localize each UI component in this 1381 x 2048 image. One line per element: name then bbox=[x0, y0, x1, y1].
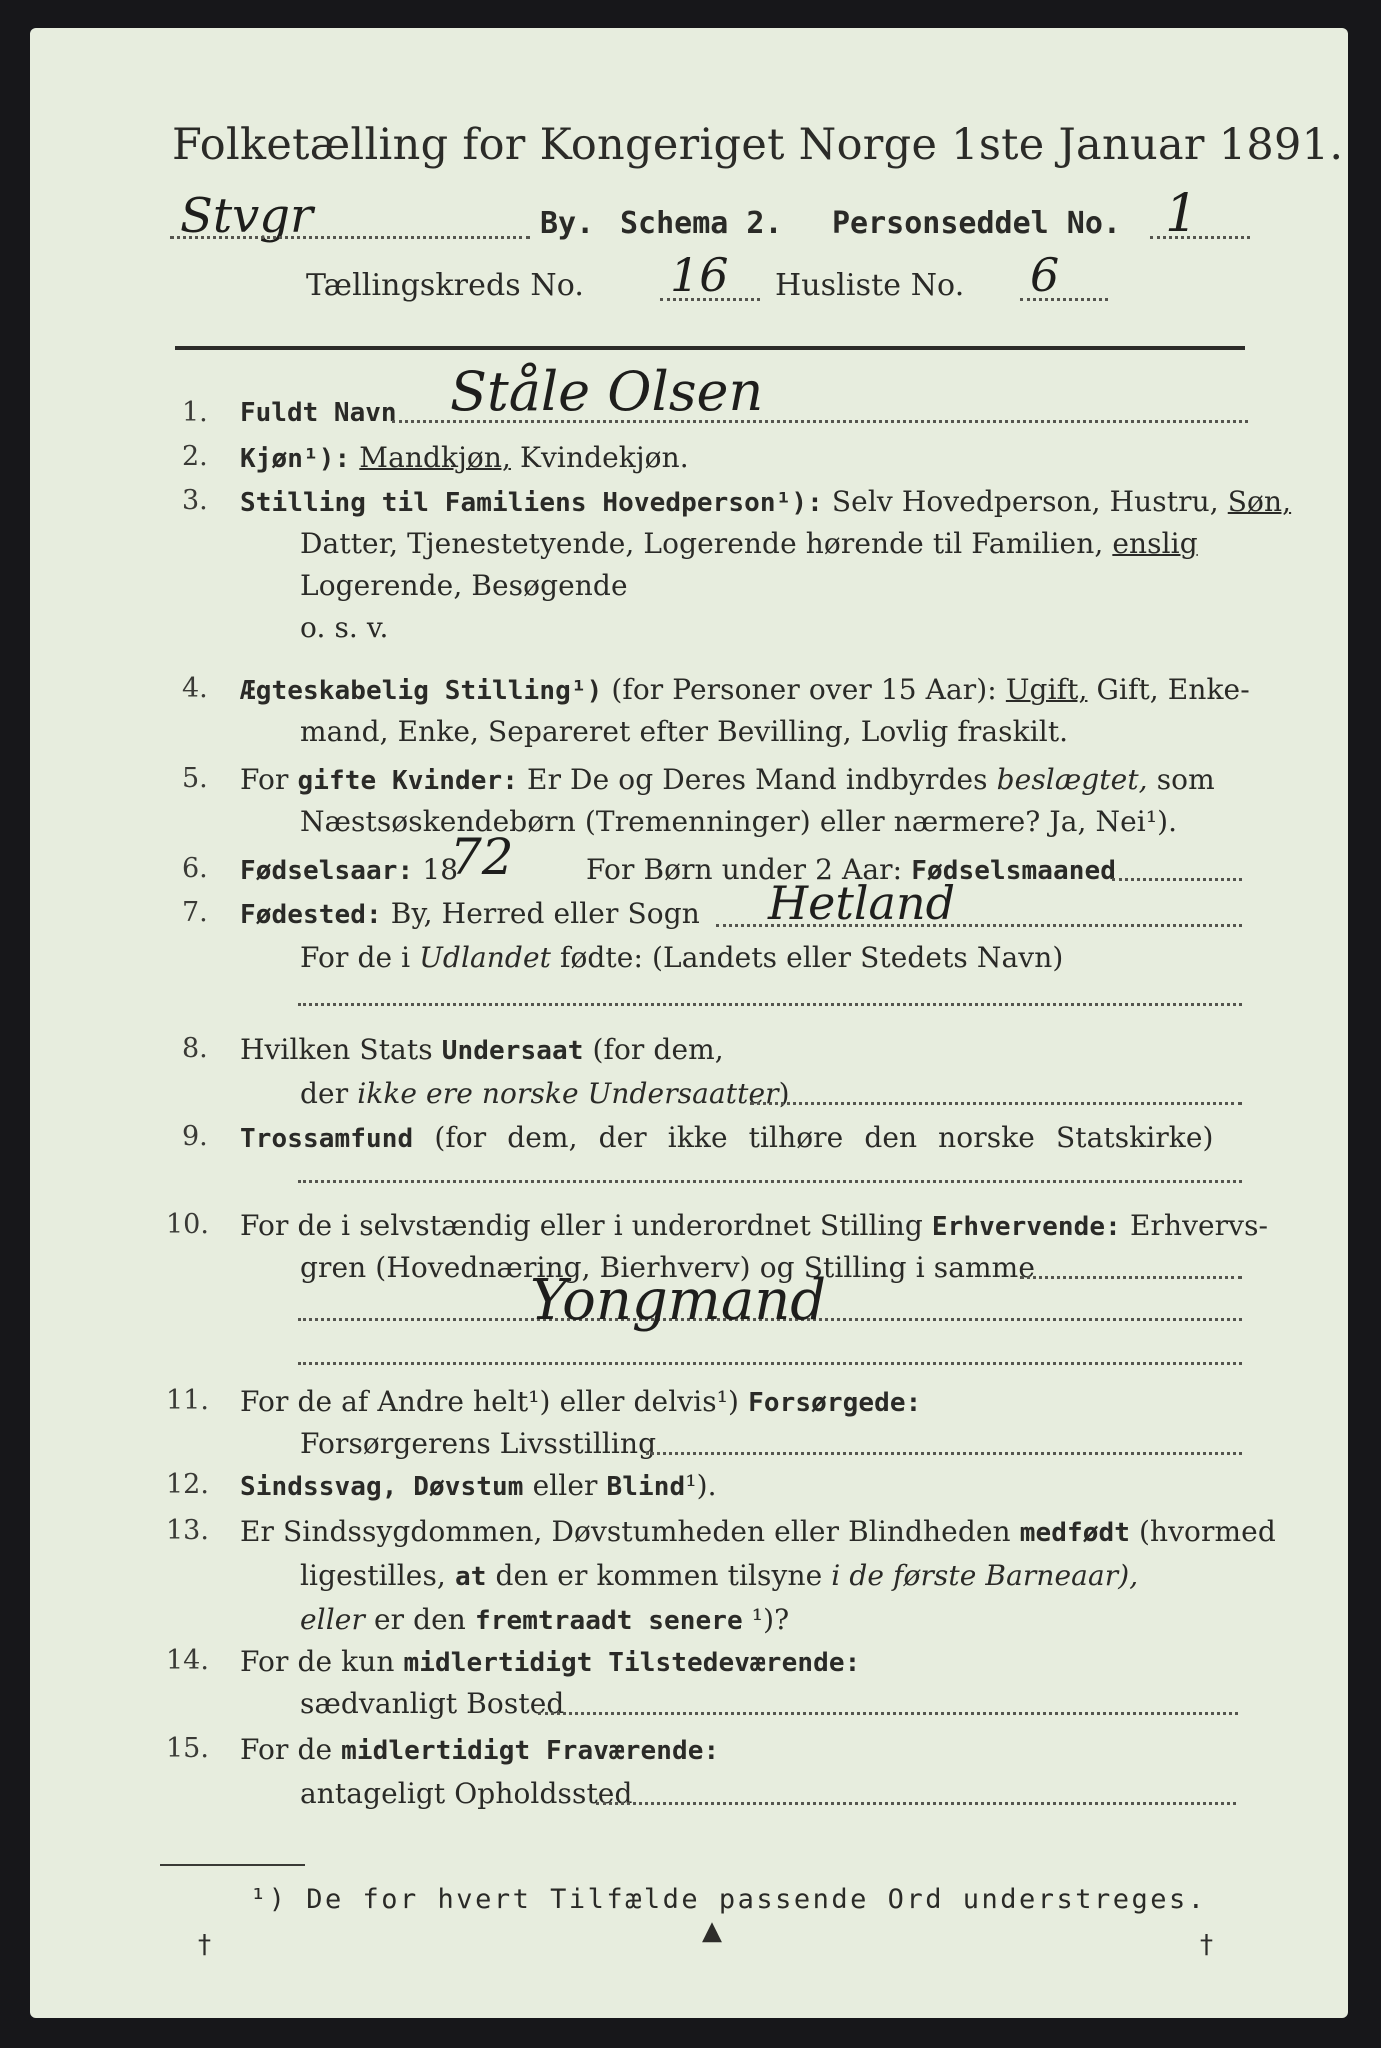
label-fodselsaar: Fødselsaar: bbox=[240, 856, 414, 886]
handwritten-city: Stvgr bbox=[180, 188, 313, 244]
udlandet-line bbox=[300, 941, 1063, 974]
footnote-rule bbox=[160, 1864, 305, 1866]
medfodt-note: ¹)? bbox=[751, 1603, 790, 1636]
trossamfund-text: (for dem, der ikke tilhøre den norske Statskirke) bbox=[434, 1121, 1214, 1154]
label-stilling: Stilling til Familiens Hovedperson¹): bbox=[240, 488, 823, 518]
erhverv-line-1 bbox=[240, 1209, 1268, 1242]
kreds-leader bbox=[660, 298, 760, 301]
undersaat-der: der bbox=[300, 1077, 349, 1110]
medfodt-italic: i de første Barneaar), bbox=[831, 1559, 1139, 1592]
label-forsorgede: Forsørgede: bbox=[748, 1388, 922, 1418]
medfodt-text-d: den er kommen tilsyne bbox=[495, 1559, 823, 1592]
option-mandkjon: Mandkjøn, bbox=[359, 441, 511, 474]
kjon-line bbox=[240, 441, 689, 474]
item-number: 4. bbox=[182, 673, 208, 704]
aegteskab-line-2: mand, Enke, Separeret efter Bevilling, Lovlig fraskilt. bbox=[300, 715, 1069, 748]
registration-mark-right: † bbox=[1200, 1930, 1213, 1960]
census-form-page bbox=[30, 28, 1348, 2018]
bosted-label: sædvanligt Bosted bbox=[300, 1687, 565, 1720]
gifte-line-1 bbox=[240, 763, 1215, 796]
label-tilstedevaerende: midlertidigt Tilstedeværende: bbox=[403, 1648, 861, 1678]
form-title: Folketælling for Kongeriget Norge 1ste Januar 1891. bbox=[172, 120, 1344, 170]
century-prefix: 18 bbox=[422, 853, 459, 886]
item-number: 15. bbox=[166, 1733, 209, 1764]
aegteskab-line-1 bbox=[240, 673, 1250, 706]
livsstilling-leader bbox=[646, 1452, 1242, 1455]
opholdssted-label: antageligt Opholdssted bbox=[300, 1777, 633, 1810]
stilling-options: Selv Hovedperson, Hustru, bbox=[831, 485, 1219, 518]
medfodt-line-3 bbox=[300, 1603, 789, 1636]
registration-mark-center: ▲ bbox=[702, 1916, 722, 1946]
gifte-text-a: For bbox=[240, 763, 289, 796]
erhverv-leader-1 bbox=[1020, 1276, 1242, 1279]
option-son: Søn, bbox=[1227, 485, 1292, 518]
city-leader bbox=[170, 236, 530, 239]
undersaat-italic: ikke ere norske Undersaatter bbox=[357, 1077, 779, 1110]
fravaerende-text: For de bbox=[240, 1733, 333, 1766]
undersaat-leader bbox=[750, 1102, 1242, 1105]
medfodt-text-c: ligestilles, bbox=[300, 1559, 446, 1592]
item-number: 14. bbox=[166, 1645, 209, 1676]
label-trossamfund: Trossamfund bbox=[240, 1124, 414, 1154]
item-number: 8. bbox=[182, 1033, 208, 1064]
medfodt-text-a: Er Sindssygdommen, Døvstumheden eller Blindheden bbox=[240, 1515, 1011, 1548]
medfodt-at: at bbox=[454, 1562, 487, 1592]
erhverv-leader-3 bbox=[298, 1362, 1242, 1365]
undersaat-line-1 bbox=[240, 1033, 724, 1066]
stilling-line-4: o. s. v. bbox=[300, 611, 389, 644]
handwritten-occupation: Yongmand bbox=[530, 1268, 827, 1333]
fodested-text: By, Herred eller Sogn bbox=[390, 897, 700, 930]
label-fodested: Fødested: bbox=[240, 900, 382, 930]
opholdssted-leader bbox=[596, 1802, 1236, 1805]
handwritten-kreds-no: 16 bbox=[670, 248, 729, 302]
label-blind: Blind bbox=[606, 1472, 686, 1502]
handwritten-personseddel-no: 1 bbox=[1165, 184, 1199, 244]
stilling-line-3: Logerende, Besøgende bbox=[300, 569, 628, 602]
tilstede-text: For de kun bbox=[240, 1645, 395, 1678]
item-number: 6. bbox=[182, 853, 208, 884]
item-number: 10. bbox=[166, 1209, 209, 1240]
option-ugift: Ugift, bbox=[1005, 673, 1088, 706]
by-label: By. bbox=[540, 206, 595, 241]
item-number: 13. bbox=[166, 1515, 209, 1546]
undersaat-line-2: der ikke ere norske Undersaatter) bbox=[300, 1077, 790, 1110]
trossamfund-leader bbox=[298, 1180, 1242, 1183]
aegteskab-text: (for Personer over 15 Aar): bbox=[611, 673, 997, 706]
medfodt-text-e: er den bbox=[373, 1603, 466, 1636]
forsorgede-line bbox=[240, 1385, 921, 1418]
handwritten-husliste-no: 6 bbox=[1030, 248, 1060, 302]
fodested-line bbox=[240, 897, 700, 930]
medfodt-line-2 bbox=[300, 1559, 1138, 1592]
option-kvindekjon: Kvindekjøn. bbox=[519, 441, 689, 474]
label-sindssvag: Sindssvag, Døvstum bbox=[240, 1472, 524, 1502]
label-fodselsmaaned: Fødselsmaaned bbox=[911, 856, 1116, 886]
item-number: 9. bbox=[182, 1121, 208, 1152]
handwritten-birthplace: Hetland bbox=[768, 876, 956, 930]
husliste-label: Husliste No. bbox=[775, 268, 965, 303]
udlandet-text-a: For de i bbox=[300, 941, 411, 974]
item-number: 12. bbox=[166, 1469, 209, 1500]
label-fuldt-navn: Fuldt Navn bbox=[240, 398, 397, 428]
item-number: 7. bbox=[182, 897, 208, 928]
medfodt-eller: eller bbox=[300, 1603, 365, 1636]
medfodt-text-b: (hvormed bbox=[1138, 1515, 1276, 1548]
forsorgede-text: For de af Andre helt¹) eller delvis¹) bbox=[240, 1385, 740, 1418]
stilling-line-2 bbox=[300, 527, 1198, 560]
label-fravaerende: midlertidigt Fraværende: bbox=[341, 1736, 720, 1766]
fodselsaar-line bbox=[240, 853, 458, 886]
bosted-leader bbox=[538, 1712, 1238, 1715]
label-fremtraadt: fremtraadt senere bbox=[474, 1606, 743, 1636]
label-gifte-kvinder: gifte Kvinder: bbox=[297, 766, 519, 796]
husliste-leader bbox=[1020, 298, 1108, 301]
kreds-label: Tællingskreds No. bbox=[306, 268, 585, 303]
udlandet-leader bbox=[298, 1003, 1242, 1006]
item-number: 1. bbox=[182, 397, 208, 428]
undersaat-text-b: (for dem, bbox=[592, 1033, 724, 1066]
erhverv-text-a: For de i selvstændig eller i underordnet Stilling bbox=[240, 1209, 923, 1242]
erhverv-text-b: Erhvervs- bbox=[1129, 1209, 1269, 1242]
label-aegteskabelig: Ægteskabelig Stilling¹) bbox=[240, 676, 603, 706]
born-under-2: For Børn under 2 Aar: bbox=[586, 853, 903, 886]
handwritten-birth-year: 72 bbox=[450, 828, 514, 886]
header-rule bbox=[175, 346, 1245, 350]
erhverv-line-2: gren (Hovednæring, Bierhverv) og Stilling i samme bbox=[300, 1251, 1035, 1284]
livsstilling-label: Forsørgerens Livsstilling bbox=[300, 1427, 657, 1460]
gifte-text-b: Er De og Deres Mand indbyrdes bbox=[527, 763, 988, 796]
udlandet-text-b: fødte: (Landets eller Stedets Navn) bbox=[559, 941, 1064, 974]
label-medfodt: medfødt bbox=[1019, 1518, 1130, 1548]
sindssvag-eller: eller bbox=[532, 1469, 598, 1502]
gifte-italic: beslægtet, bbox=[996, 763, 1148, 796]
medfodt-line-1 bbox=[240, 1515, 1276, 1548]
gifte-line-2: Næstsøskendebørn (Tremenninger) eller nærmere? Ja, Nei¹). bbox=[300, 805, 1178, 838]
tilstede-line bbox=[240, 1645, 860, 1678]
label-erhvervende: Erhvervende: bbox=[931, 1212, 1121, 1242]
gifte-text-c: som bbox=[1156, 763, 1215, 796]
option-enslig: enslig bbox=[1112, 527, 1198, 560]
stilling-line-1 bbox=[240, 485, 1291, 518]
stilling-options-2: Datter, Tjenestetyende, Logerende hørende til Familien, bbox=[300, 527, 1104, 560]
fodselsmaaned-leader bbox=[1112, 878, 1242, 881]
handwritten-name: Ståle Olsen bbox=[450, 360, 764, 423]
fravaerende-line bbox=[240, 1733, 719, 1766]
trossamfund-line bbox=[240, 1121, 1214, 1154]
item-number: 2. bbox=[182, 441, 208, 472]
schema-label: Schema 2. bbox=[620, 206, 783, 241]
sindssvag-note: ¹). bbox=[685, 1469, 717, 1502]
registration-mark-left: † bbox=[198, 1930, 211, 1960]
label-undersaat: Undersaat bbox=[441, 1036, 584, 1066]
item-number: 3. bbox=[182, 485, 208, 516]
aegteskab-options: Gift, Enke- bbox=[1096, 673, 1250, 706]
udlandet-italic: Udlandet bbox=[419, 941, 551, 974]
undersaat-text-a: Hvilken Stats bbox=[240, 1033, 433, 1066]
sindssvag-line bbox=[240, 1469, 717, 1502]
item-number: 5. bbox=[182, 763, 208, 794]
label-kjon: Kjøn¹): bbox=[240, 444, 351, 474]
footnote: ¹) De for hvert Tilfælde passende Ord understreges. bbox=[250, 1884, 1207, 1915]
item-number: 11. bbox=[166, 1385, 209, 1416]
personseddel-label: Personseddel No. bbox=[832, 206, 1121, 241]
personseddel-leader bbox=[1150, 236, 1250, 239]
